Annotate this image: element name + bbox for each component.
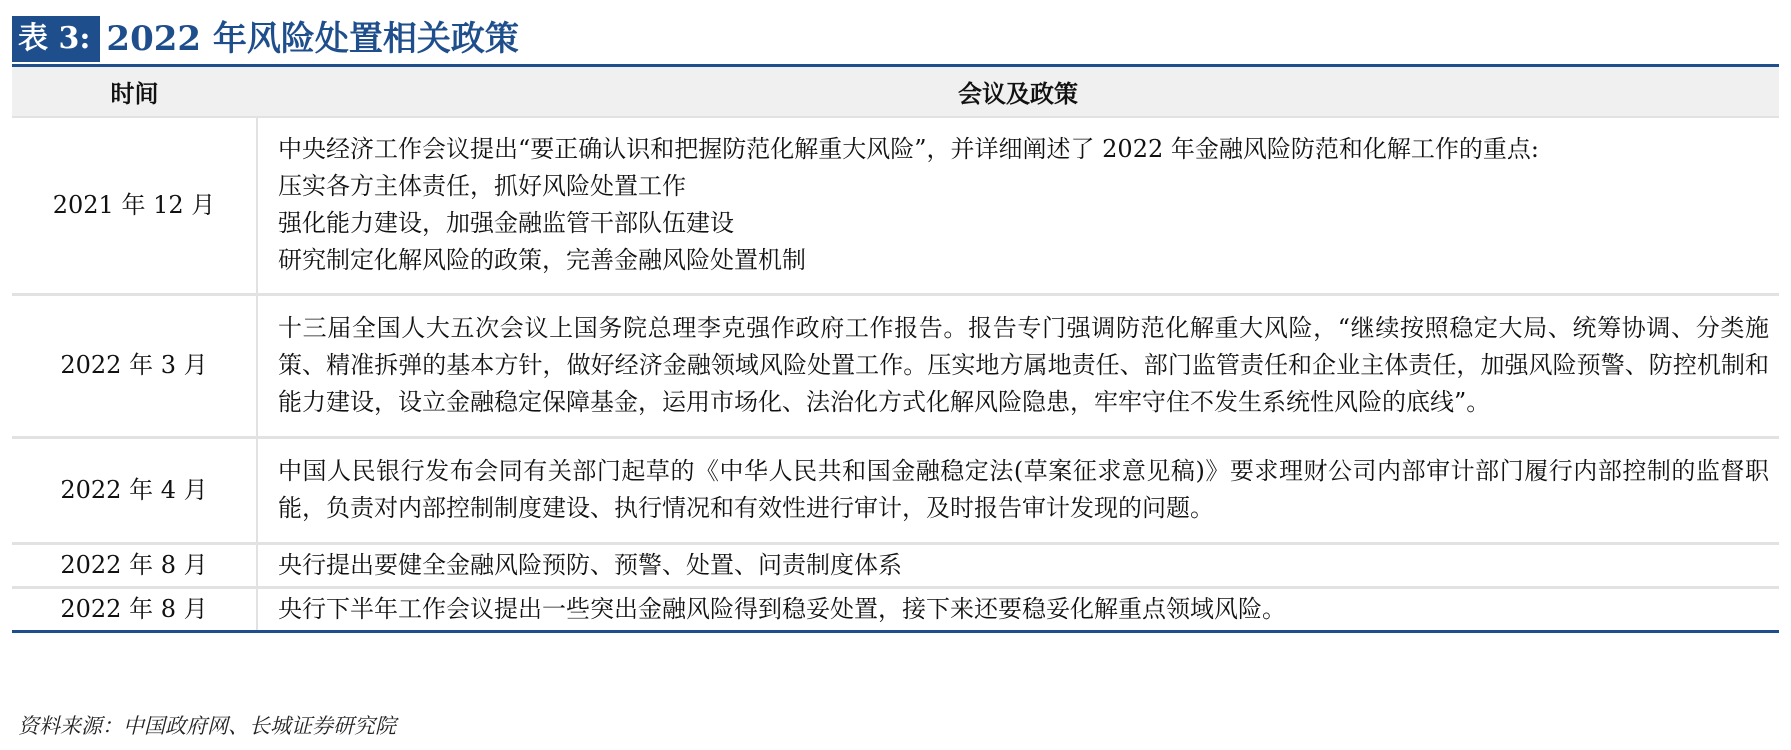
table-row — [12, 117, 1779, 294]
policy-table — [12, 67, 1779, 633]
row-date: 2021 年 12 月 — [12, 117, 257, 294]
row-content — [257, 294, 1779, 437]
row-content — [257, 437, 1779, 543]
row-date: 2022 年 8 月 — [12, 543, 257, 587]
row-date: 2022 年 8 月 — [12, 587, 257, 631]
table-row — [12, 543, 1779, 587]
content-line: 压实各方主体责任，抓好风险处置工作 — [278, 172, 686, 201]
content-line: 央行下半年工作会议提出一些突出金融风险得到稳妥处置，接下来还要稳妥化解重点领域风险。 — [278, 594, 1286, 623]
content-line: 十三届全国人大五次会议上国务院总理李克强作政府工作报告。报告专门强调防范化解重大风险，“继续按照稳定大局、统筹协调、分类施策、精准拆弹的基本方针，做好经济金融领域风险处置工作。压实地方属地责任、部门监管责任和企业主体责任，加强风险预警、防控机制和能力建设，设立金融稳定保障基金，运用市场化、法治化方式化解风险隐患，牢牢守住不发生系统性风险的底线”。 — [278, 314, 1769, 416]
content-line: 中央经济工作会议提出“要正确认识和把握防范化解重大风险”，并详细阐述了 2022 年金融风险防范和化解工作的重点: — [278, 135, 1539, 164]
header-date: 时间 — [12, 67, 257, 117]
content-line: 强化能力建设，加强金融监管干部队伍建设 — [278, 209, 734, 238]
source-note: 资料来源：中国政府网、长城证券研究院 — [18, 714, 396, 738]
table-title-text: 2022 年风险处置相关政策 — [106, 19, 519, 59]
row-content — [257, 587, 1779, 631]
table-number-label: 表 3: — [12, 16, 100, 62]
content-line: 中国人民银行发布会同有关部门起草的《中华人民共和国金融稳定法(草案征求意见稿)》要求理财公司内部审计部门履行内部控制的监督职能，负责对内部控制制度建设、执行情况和有效性进行审计，及时报告审计发现的问题。 — [278, 457, 1769, 522]
row-date: 2022 年 3 月 — [12, 294, 257, 437]
row-content — [257, 117, 1779, 294]
table-row — [12, 437, 1779, 543]
header-content: 会议及政策 — [257, 67, 1779, 117]
table-row — [12, 294, 1779, 437]
table-row — [12, 587, 1779, 631]
row-content — [257, 543, 1779, 587]
content-line: 研究制定化解风险的政策，完善金融风险处置机制 — [278, 246, 806, 275]
row-date: 2022 年 4 月 — [12, 437, 257, 543]
table-title — [12, 16, 519, 62]
header-row — [12, 67, 1779, 117]
content-line: 央行提出要健全金融风险预防、预警、处置、问责制度体系 — [278, 550, 902, 579]
